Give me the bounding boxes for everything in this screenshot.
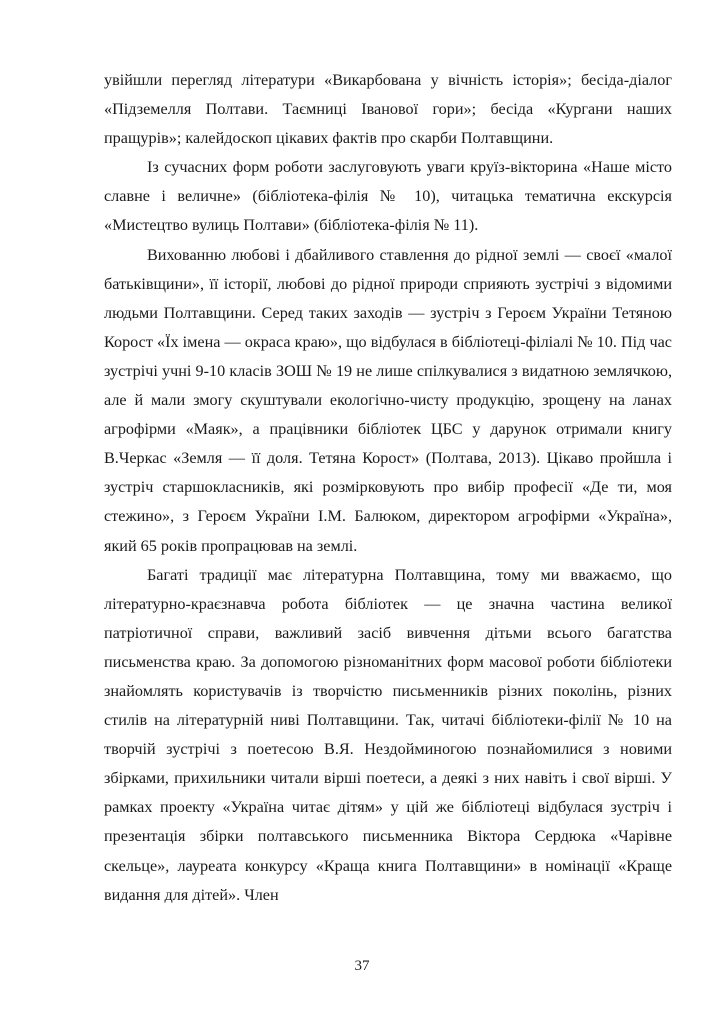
- document-body: [104, 66, 672, 910]
- paragraph-modern-forms: Із сучасних форм роботи заслуговують уваги круїз-вікторина «Наше місто славне і величне» (бібліотека-філія № 10), читацька тематична екскурсія «Мистецтво вулиць Полтави» (бібліотека-філія № 11).: [104, 158, 672, 235]
- page-number: 37: [354, 958, 370, 974]
- paragraph-literary-poltava: Багаті традиції має літературна Полтавщина, тому ми вважаємо, що літературно-краєзнавча робота бібліотек — це значна частина великої патріотичної справи, важливий засіб вивчення дітьми всього багатства письменства краю. За допомогою різноманітних форм масової роботи бібліотеки знайомлять користувачів із творчістю письменників різних поколінь, різних стилів на літературній ниві Полтавщини. Так, читачі бібліотеки-філії № 10 на творчій зустрічі з поетесою В.Я. Нездойминогою познайомилися з новими збірками, прихильники читали вірші поетеси, а деякі з них навіть і свої вірші. У рамках проекту «Україна читає дітям» у цій же бібліотеці відбулася зустріч і презентація збірки полтавського письменника Віктора Сердюка «Чарівне скельце», лауреата конкурсу «Краща книга Полтавщини» в номінації «Краще видання для дітей». Член: [104, 565, 672, 904]
- paragraph-love-for-land: Вихованню любові і дбайливого ставлення до рідної землі — своєї «малої батьківщини», її історії, любові до рідної природи сприяють зустрічі з відомими людьми Полтавщини. Серед таких заходів — зустріч з Героєм України Тетяною Корост «Їх імена — окраса краю», що відбулася в бібліотеці-філіалі № 10. Під час зустрічі учні 9-10 класів ЗОШ № 19 не лише спілкувалися з видатною землячкою, але й мали змогу скуштували екологічно-чисту продукцію, зрощену на ланах агрофірми «Маяк», а працівники бібліотек ЦБС у дарунок отримали книгу В.Черкас «Земля — її доля. Тетяна Корост» (Полтава, 2013). Цікаво пройшла і зустріч старшокласників, які розмірковують про вибір професії «Де ти, моя стежино», з Героєм України І.М. Балюком, директором агрофірми «Україна», який 65 років пропрацював на землі.: [104, 245, 672, 555]
- paragraph-continuation: увійшли перегляд літератури «Викарбована у вічність історія»; бесіда-діалог «Підземелля Полтави. Таємниці Іванової гори»; бесіда «Кургани наших пращурів»; калейдоскоп цікавих фактів про скарби Полтавщини.: [104, 71, 672, 148]
